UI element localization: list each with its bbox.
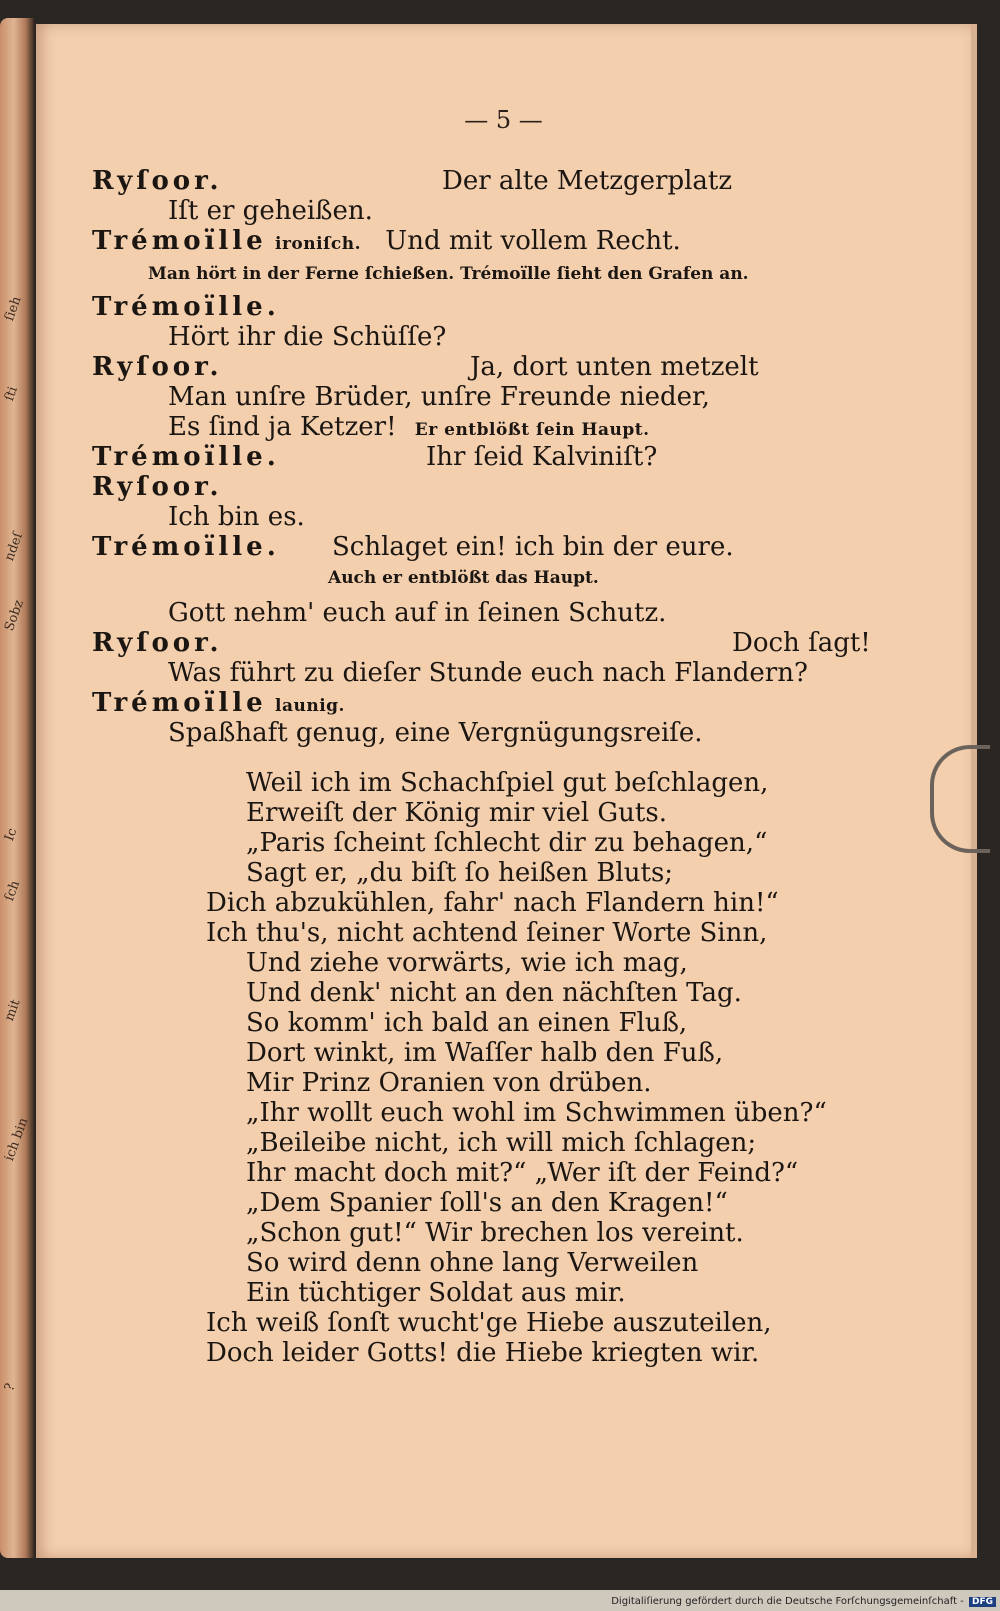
- speech-text: Was führt zu dieſer Stunde euch nach Flandern?: [168, 658, 808, 688]
- verse-line: Mir Prinz Oranien von drüben.: [246, 1068, 652, 1098]
- verse-line: Ihr macht doch mit?“ „Wer iſt der Feind?“: [246, 1158, 799, 1188]
- verse-line: Ich thu's, nicht achtend ſeiner Worte Sinn,: [206, 918, 768, 948]
- speech-text: Spaßhaft genug, eine Vergnügungsreiſe.: [168, 718, 703, 748]
- speech-text: Ja, dort unten metzelt: [470, 352, 759, 382]
- book-page: [36, 24, 977, 1558]
- verse-line: So wird denn ohne lang Verweilen: [246, 1248, 699, 1278]
- text-line: [92, 292, 280, 322]
- digitization-credit: [611, 1596, 996, 1607]
- speech-text: Hört ihr die Schüſſe?: [168, 322, 447, 352]
- speaker-name: Trémoïlle.: [92, 442, 280, 472]
- stage-direction: Er entblößt ſein Haupt.: [414, 420, 650, 440]
- speaker-name: Trémoïlle: [92, 226, 267, 256]
- text-line: [168, 598, 666, 628]
- speaker-name: Trémoïlle.: [92, 292, 280, 322]
- text-line: [168, 382, 710, 412]
- left-page-fragment: ndeſ: [2, 530, 27, 564]
- verse-line: „Beileibe nicht, ich will mich ſchlagen;: [246, 1128, 757, 1158]
- left-page-fragment: Ic: [2, 826, 21, 844]
- verse-line: „Schon gut!“ Wir brechen los vereint.: [246, 1218, 744, 1248]
- page-number: — 5 —: [464, 106, 543, 134]
- text-line: [92, 226, 681, 259]
- verse-line: Sagt er, „du biſt ſo heißen Bluts;: [246, 858, 674, 888]
- stage-direction: Auch er entblößt das Haupt.: [328, 568, 599, 588]
- speech-text: Schlaget ein! ich bin der eure.: [332, 532, 734, 562]
- stage-direction: Man hört in der Ferne ſchießen. Trémoïlle ſieht den Grafen an.: [148, 264, 749, 284]
- text-line: [92, 442, 658, 472]
- verse-line: Ein tüchtiger Soldat aus mir.: [246, 1278, 626, 1308]
- left-page-fragment: Sobz: [2, 598, 28, 634]
- verse-line: „Paris ſcheint ſchlecht dir zu behagen,“: [246, 828, 768, 858]
- verse-line: Dort winkt, im Waſſer halb den Fuß,: [246, 1038, 724, 1068]
- left-page-fragment: ſieh: [2, 294, 25, 324]
- text-line: [168, 658, 808, 688]
- left-page-fragment: ich bin: [2, 1115, 32, 1164]
- verse-line: Erweiſt der König mir viel Guts.: [246, 798, 667, 828]
- speech-text: Man unſre Brüder, unſre Freunde nieder,: [168, 382, 710, 412]
- stage-direction: ironiſch.: [275, 234, 362, 254]
- clip-mark: [930, 745, 990, 853]
- left-page-fragment: mit: [2, 997, 24, 1024]
- speech-text: Iſt er geheißen.: [168, 196, 373, 226]
- text-line: [168, 322, 446, 352]
- verse-line: Und denk' nicht an den nächſten Tag.: [246, 978, 742, 1008]
- verse-line: Und ziehe vorwärts, wie ich mag,: [246, 948, 688, 978]
- verse-line: Doch leider Gotts! die Hiebe kriegten wir.: [206, 1338, 760, 1368]
- speech-text: Gott nehm' euch auf in ſeinen Schutz.: [168, 598, 667, 628]
- text-line: [92, 166, 733, 196]
- speaker-name: Trémoïlle.: [92, 532, 280, 562]
- text-line: [92, 532, 734, 562]
- stage-direction: launig.: [275, 696, 345, 716]
- verse-line: Weil ich im Schachſpiel gut beſchlagen,: [246, 768, 769, 798]
- text-line: [92, 352, 759, 382]
- left-page-fragment: ſch: [2, 878, 24, 904]
- speech-text: Doch ſagt!: [732, 628, 871, 658]
- text-line: [92, 472, 223, 502]
- text-line: [168, 502, 305, 532]
- speech-text: Der alte Metzgerplatz: [442, 166, 733, 196]
- speech-text: Ihr ſeid Kalviniſt?: [426, 442, 658, 472]
- speech-text: Und mit vollem Recht.: [385, 226, 681, 256]
- left-page-fragment: ?: [2, 1381, 19, 1394]
- speaker-name: Trémoïlle: [92, 688, 267, 718]
- left-page-edge: [0, 18, 34, 1558]
- credit-text: Digitaliſierung gefördert durch die Deutsche Forſchungsgemeinſchaft -: [611, 1596, 964, 1607]
- verse-line: „Ihr wollt euch wohl im Schwimmen üben?“: [246, 1098, 827, 1128]
- dfg-logo: DFG: [969, 1597, 996, 1607]
- text-line: [92, 628, 871, 658]
- text-line: [168, 718, 703, 748]
- text-line: [92, 688, 345, 721]
- text-line: [168, 196, 373, 226]
- speaker-name: Ryſoor.: [92, 472, 223, 502]
- speaker-name: Ryſoor.: [92, 166, 223, 196]
- speech-text: Ich bin es.: [168, 502, 305, 532]
- speaker-name: Ryſoor.: [92, 628, 223, 658]
- left-page-fragment: ſti: [2, 384, 21, 404]
- speaker-name: Ryſoor.: [92, 352, 223, 382]
- verse-line: So komm' ich bald an einen Fluß,: [246, 1008, 688, 1038]
- verse-line: Ich weiß ſonſt wucht'ge Hiebe auszuteilen,: [206, 1308, 772, 1338]
- speech-text: Es ſind ja Ketzer!: [168, 412, 397, 442]
- text-line: [168, 412, 650, 445]
- verse-line: Dich abzukühlen, fahr' nach Flandern hin!“: [206, 888, 779, 918]
- verse-line: „Dem Spanier ſoll's an den Kragen!“: [246, 1188, 728, 1218]
